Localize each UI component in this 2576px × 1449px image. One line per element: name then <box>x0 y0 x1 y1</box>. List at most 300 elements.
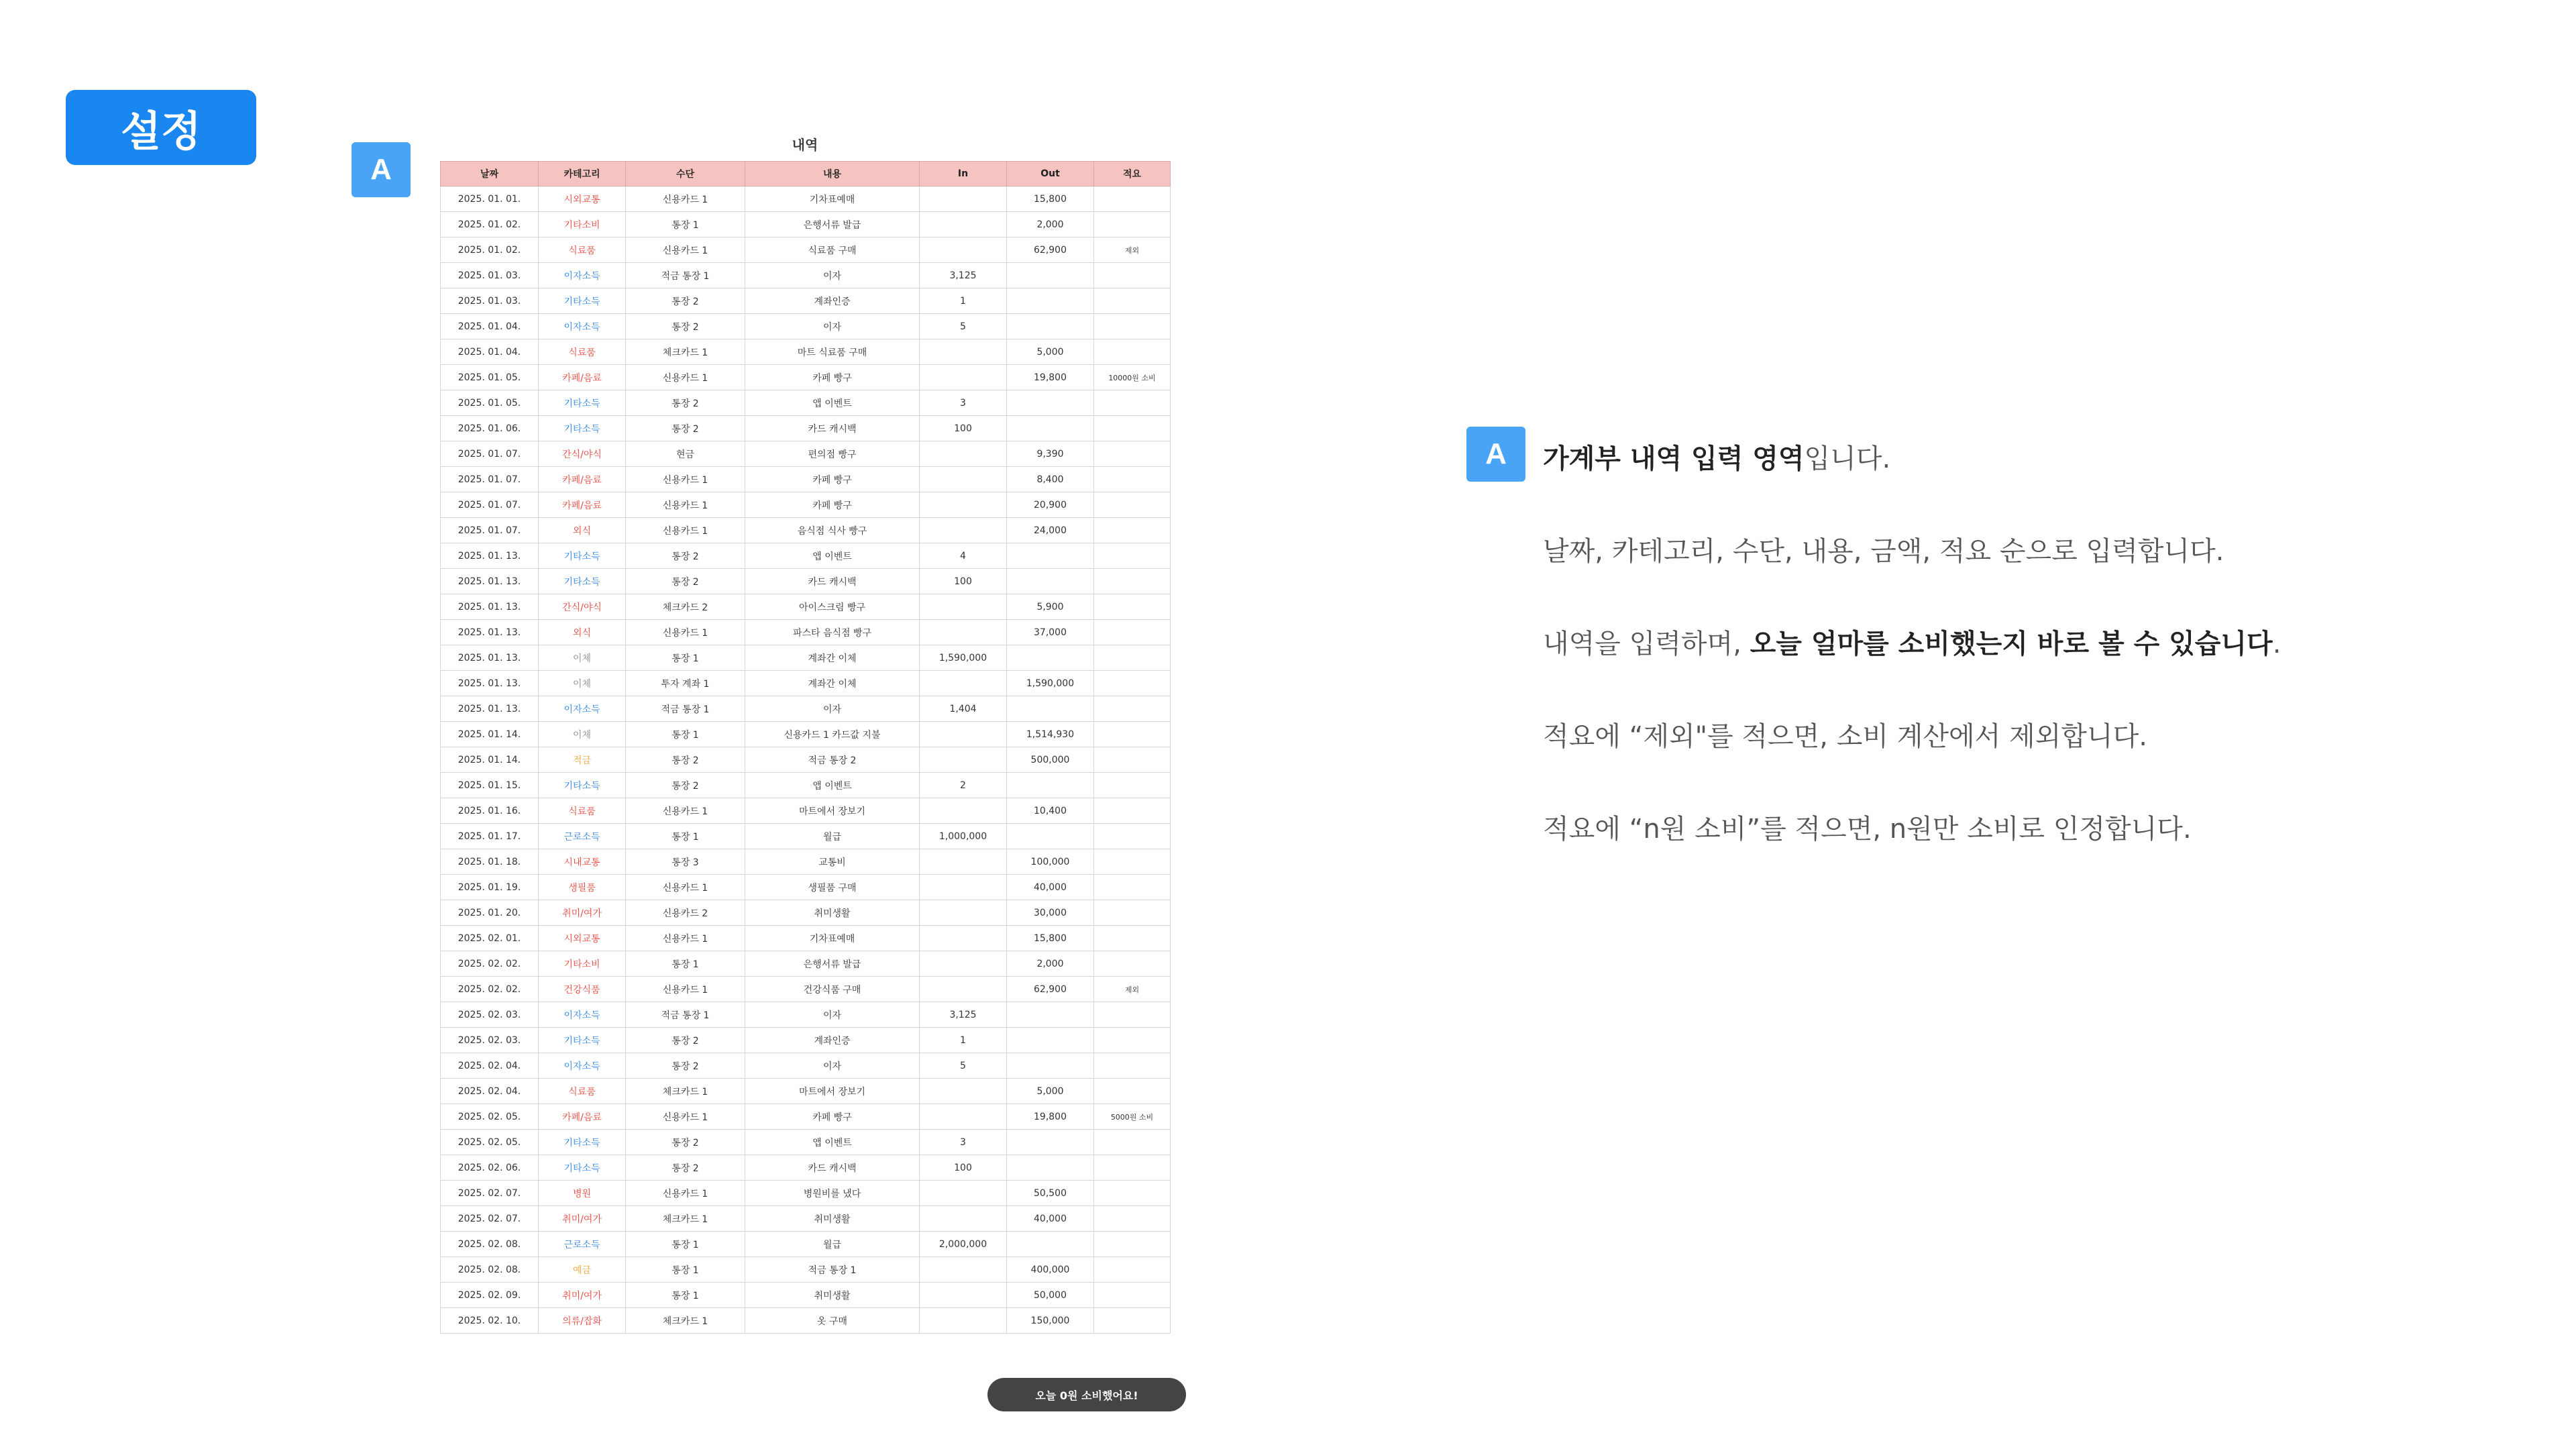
description-line-5: 적요에 “n원 소비”를 적으면, n원만 소비로 인정합니다. <box>1543 814 2192 845</box>
content-cell: 이자 <box>745 263 920 288</box>
table-row <box>441 1283 1171 1308</box>
table-row <box>441 1079 1171 1104</box>
content-cell: 카드 캐시백 <box>745 569 920 594</box>
date-cell: 2025. 02. 03. <box>441 1002 539 1028</box>
in-cell: 4 <box>920 543 1007 569</box>
in-cell <box>920 1308 1007 1334</box>
method-cell: 체크카드 1 <box>626 1206 745 1232</box>
out-cell: 19,800 <box>1007 365 1094 390</box>
in-cell <box>920 1181 1007 1206</box>
memo-cell <box>1094 1232 1171 1257</box>
date-cell: 2025. 01. 13. <box>441 671 539 696</box>
method-cell: 체크카드 1 <box>626 339 745 365</box>
date-cell: 2025. 02. 01. <box>441 926 539 951</box>
memo-cell <box>1094 1308 1171 1334</box>
content-cell: 앱 이벤트 <box>745 773 920 798</box>
content-cell: 이자 <box>745 314 920 339</box>
memo-cell <box>1094 1053 1171 1079</box>
method-cell: 신용카드 1 <box>626 186 745 212</box>
category-cell: 기타소득 <box>539 543 626 569</box>
col-header-category: 카테고리 <box>539 162 626 186</box>
category-cell: 건강식품 <box>539 977 626 1002</box>
table-row <box>441 849 1171 875</box>
date-cell: 2025. 01. 07. <box>441 492 539 518</box>
description-line-1 <box>1543 437 1890 476</box>
category-cell: 시외교통 <box>539 926 626 951</box>
col-header-memo: 적요 <box>1094 162 1171 186</box>
category-cell: 기타소득 <box>539 1155 626 1181</box>
date-cell: 2025. 01. 04. <box>441 339 539 365</box>
out-cell <box>1007 1232 1094 1257</box>
date-cell: 2025. 01. 06. <box>441 416 539 441</box>
table-row <box>441 1308 1171 1334</box>
method-cell: 통장 2 <box>626 747 745 773</box>
memo-cell <box>1094 747 1171 773</box>
content-cell: 기차표예매 <box>745 926 920 951</box>
out-cell: 1,514,930 <box>1007 722 1094 747</box>
method-cell: 신용카드 1 <box>626 365 745 390</box>
memo-cell <box>1094 339 1171 365</box>
method-cell: 통장 2 <box>626 543 745 569</box>
memo-cell <box>1094 1130 1171 1155</box>
in-cell: 100 <box>920 569 1007 594</box>
out-cell <box>1007 569 1094 594</box>
date-cell: 2025. 02. 05. <box>441 1130 539 1155</box>
out-cell: 50,000 <box>1007 1283 1094 1308</box>
out-cell <box>1007 390 1094 416</box>
memo-cell <box>1094 671 1171 696</box>
category-cell: 취미/여가 <box>539 1283 626 1308</box>
category-cell: 기타소득 <box>539 1130 626 1155</box>
content-cell: 식료품 구매 <box>745 237 920 263</box>
table-row <box>441 951 1171 977</box>
method-cell: 신용카드 1 <box>626 926 745 951</box>
col-header-in: In <box>920 162 1007 186</box>
content-cell: 마트에서 장보기 <box>745 798 920 824</box>
in-cell <box>920 620 1007 645</box>
col-header-date: 날짜 <box>441 162 539 186</box>
in-cell: 3 <box>920 390 1007 416</box>
table-row <box>441 186 1171 212</box>
out-cell: 5,000 <box>1007 1079 1094 1104</box>
method-cell: 통장 2 <box>626 1053 745 1079</box>
memo-cell <box>1094 186 1171 212</box>
out-cell: 150,000 <box>1007 1308 1094 1334</box>
content-cell: 취미생활 <box>745 1283 920 1308</box>
content-cell: 카페 빵구 <box>745 1104 920 1130</box>
memo-cell <box>1094 798 1171 824</box>
table-row <box>441 875 1171 900</box>
category-cell: 카페/음료 <box>539 467 626 492</box>
content-cell: 월급 <box>745 824 920 849</box>
method-cell: 통장 2 <box>626 390 745 416</box>
date-cell: 2025. 01. 01. <box>441 186 539 212</box>
out-cell: 5,000 <box>1007 339 1094 365</box>
method-cell: 신용카드 1 <box>626 518 745 543</box>
in-cell <box>920 849 1007 875</box>
out-cell: 10,400 <box>1007 798 1094 824</box>
out-cell <box>1007 824 1094 849</box>
table-row <box>441 1232 1171 1257</box>
date-cell: 2025. 02. 09. <box>441 1283 539 1308</box>
content-cell: 적금 통장 2 <box>745 747 920 773</box>
date-cell: 2025. 02. 03. <box>441 1028 539 1053</box>
memo-cell: 5000원 소비 <box>1094 1104 1171 1130</box>
in-cell: 1 <box>920 288 1007 314</box>
table-row <box>441 365 1171 390</box>
method-cell: 통장 1 <box>626 1257 745 1283</box>
memo-cell <box>1094 1257 1171 1283</box>
category-cell: 이자소득 <box>539 314 626 339</box>
out-cell: 30,000 <box>1007 900 1094 926</box>
table-row <box>441 390 1171 416</box>
description-line-2: 날짜, 카테고리, 수단, 내용, 금액, 적요 순으로 입력합니다. <box>1543 536 2224 567</box>
method-cell: 신용카드 1 <box>626 1104 745 1130</box>
category-cell: 기타소득 <box>539 390 626 416</box>
content-cell: 교통비 <box>745 849 920 875</box>
content-cell: 카드 캐시백 <box>745 416 920 441</box>
out-cell: 5,900 <box>1007 594 1094 620</box>
method-cell: 신용카드 2 <box>626 900 745 926</box>
method-cell: 적금 통장 1 <box>626 696 745 722</box>
section-marker-a: A <box>352 142 411 197</box>
in-cell <box>920 875 1007 900</box>
category-cell: 식료품 <box>539 798 626 824</box>
memo-cell <box>1094 543 1171 569</box>
in-cell: 3,125 <box>920 263 1007 288</box>
category-cell: 카페/음료 <box>539 365 626 390</box>
memo-cell: 10000원 소비 <box>1094 365 1171 390</box>
content-cell: 앱 이벤트 <box>745 390 920 416</box>
date-cell: 2025. 01. 02. <box>441 237 539 263</box>
content-cell: 계좌인증 <box>745 288 920 314</box>
table-row <box>441 492 1171 518</box>
in-cell: 100 <box>920 1155 1007 1181</box>
table-row <box>441 1028 1171 1053</box>
table-row <box>441 1155 1171 1181</box>
content-cell: 파스타 음식점 빵구 <box>745 620 920 645</box>
out-cell <box>1007 1002 1094 1028</box>
category-cell: 카페/음료 <box>539 1104 626 1130</box>
col-header-out: Out <box>1007 162 1094 186</box>
category-cell: 식료품 <box>539 1079 626 1104</box>
in-cell <box>920 212 1007 237</box>
memo-cell <box>1094 390 1171 416</box>
category-cell: 기타소득 <box>539 1028 626 1053</box>
out-cell <box>1007 263 1094 288</box>
table-row <box>441 314 1171 339</box>
content-cell: 은행서류 발급 <box>745 212 920 237</box>
date-cell: 2025. 01. 13. <box>441 594 539 620</box>
method-cell: 통장 1 <box>626 951 745 977</box>
date-cell: 2025. 01. 13. <box>441 620 539 645</box>
memo-cell: 제외 <box>1094 237 1171 263</box>
out-cell: 19,800 <box>1007 1104 1094 1130</box>
content-cell: 건강식품 구매 <box>745 977 920 1002</box>
method-cell: 통장 1 <box>626 1232 745 1257</box>
in-cell <box>920 722 1007 747</box>
in-cell <box>920 900 1007 926</box>
in-cell <box>920 339 1007 365</box>
content-cell: 옷 구매 <box>745 1308 920 1334</box>
date-cell: 2025. 01. 07. <box>441 518 539 543</box>
out-cell: 50,500 <box>1007 1181 1094 1206</box>
content-cell: 마트에서 장보기 <box>745 1079 920 1104</box>
table-row <box>441 441 1171 467</box>
in-cell: 2,000,000 <box>920 1232 1007 1257</box>
category-cell: 예금 <box>539 1257 626 1283</box>
content-cell: 이자 <box>745 1002 920 1028</box>
table-row <box>441 1181 1171 1206</box>
in-cell: 3 <box>920 1130 1007 1155</box>
out-cell: 100,000 <box>1007 849 1094 875</box>
method-cell: 체크카드 1 <box>626 1079 745 1104</box>
memo-cell <box>1094 314 1171 339</box>
table-row <box>441 1053 1171 1079</box>
description-line-3 <box>1543 623 2281 661</box>
page-title-badge: 설정 <box>66 90 256 165</box>
memo-cell <box>1094 1283 1171 1308</box>
memo-cell <box>1094 594 1171 620</box>
memo-cell <box>1094 212 1171 237</box>
date-cell: 2025. 02. 08. <box>441 1257 539 1283</box>
category-cell: 이자소득 <box>539 263 626 288</box>
content-cell: 월급 <box>745 1232 920 1257</box>
out-cell: 37,000 <box>1007 620 1094 645</box>
date-cell: 2025. 01. 19. <box>441 875 539 900</box>
date-cell: 2025. 01. 16. <box>441 798 539 824</box>
date-cell: 2025. 01. 15. <box>441 773 539 798</box>
category-cell: 적금 <box>539 747 626 773</box>
method-cell: 통장 2 <box>626 569 745 594</box>
table-row <box>441 1002 1171 1028</box>
date-cell: 2025. 01. 13. <box>441 696 539 722</box>
in-cell: 5 <box>920 1053 1007 1079</box>
description-highlight: 오늘 얼마를 소비했는지 바로 볼 수 있습니다 <box>1750 629 2273 659</box>
category-cell: 근로소득 <box>539 1232 626 1257</box>
content-cell: 취미생활 <box>745 1206 920 1232</box>
memo-cell <box>1094 645 1171 671</box>
table-row <box>441 1257 1171 1283</box>
date-cell: 2025. 02. 07. <box>441 1181 539 1206</box>
content-cell: 취미생활 <box>745 900 920 926</box>
table-row <box>441 237 1171 263</box>
date-cell: 2025. 02. 05. <box>441 1104 539 1130</box>
table-row <box>441 824 1171 849</box>
in-cell: 1,000,000 <box>920 824 1007 849</box>
in-cell <box>920 186 1007 212</box>
date-cell: 2025. 01. 17. <box>441 824 539 849</box>
ledger-body <box>441 186 1171 1334</box>
content-cell: 카페 빵구 <box>745 467 920 492</box>
out-cell <box>1007 288 1094 314</box>
category-cell: 기타소비 <box>539 212 626 237</box>
date-cell: 2025. 01. 07. <box>441 441 539 467</box>
method-cell: 신용카드 1 <box>626 237 745 263</box>
method-cell: 통장 2 <box>626 773 745 798</box>
in-cell: 100 <box>920 416 1007 441</box>
method-cell: 신용카드 1 <box>626 620 745 645</box>
content-cell: 카페 빵구 <box>745 492 920 518</box>
memo-cell <box>1094 824 1171 849</box>
category-cell: 간식/야식 <box>539 594 626 620</box>
content-cell: 병원비를 냈다 <box>745 1181 920 1206</box>
date-cell: 2025. 01. 13. <box>441 543 539 569</box>
date-cell: 2025. 02. 04. <box>441 1053 539 1079</box>
memo-cell <box>1094 1206 1171 1232</box>
method-cell: 신용카드 1 <box>626 492 745 518</box>
category-cell: 외식 <box>539 518 626 543</box>
method-cell: 적금 통장 1 <box>626 1002 745 1028</box>
method-cell: 통장 1 <box>626 212 745 237</box>
date-cell: 2025. 01. 14. <box>441 747 539 773</box>
out-cell: 2,000 <box>1007 951 1094 977</box>
out-cell <box>1007 314 1094 339</box>
category-cell: 취미/여가 <box>539 900 626 926</box>
in-cell <box>920 1257 1007 1283</box>
date-cell: 2025. 01. 07. <box>441 467 539 492</box>
memo-cell <box>1094 1028 1171 1053</box>
out-cell: 20,900 <box>1007 492 1094 518</box>
category-cell: 식료품 <box>539 237 626 263</box>
memo-cell <box>1094 1181 1171 1206</box>
category-cell: 카페/음료 <box>539 492 626 518</box>
content-cell: 기차표예매 <box>745 186 920 212</box>
memo-cell <box>1094 1155 1171 1181</box>
memo-cell <box>1094 441 1171 467</box>
category-cell: 기타소득 <box>539 569 626 594</box>
date-cell: 2025. 02. 07. <box>441 1206 539 1232</box>
in-cell <box>920 798 1007 824</box>
memo-cell <box>1094 951 1171 977</box>
in-cell <box>920 671 1007 696</box>
date-cell: 2025. 02. 02. <box>441 951 539 977</box>
date-cell: 2025. 02. 06. <box>441 1155 539 1181</box>
memo-cell <box>1094 875 1171 900</box>
out-cell: 2,000 <box>1007 212 1094 237</box>
category-cell: 생필품 <box>539 875 626 900</box>
out-cell <box>1007 696 1094 722</box>
memo-cell <box>1094 569 1171 594</box>
content-cell: 아이스크림 빵구 <box>745 594 920 620</box>
category-cell: 이자소득 <box>539 1053 626 1079</box>
content-cell: 생필품 구매 <box>745 875 920 900</box>
table-row <box>441 1206 1171 1232</box>
out-cell: 40,000 <box>1007 875 1094 900</box>
method-cell: 통장 1 <box>626 824 745 849</box>
content-cell: 계좌간 이체 <box>745 671 920 696</box>
in-cell <box>920 492 1007 518</box>
method-cell: 통장 2 <box>626 1130 745 1155</box>
in-cell <box>920 951 1007 977</box>
in-cell: 5 <box>920 314 1007 339</box>
today-spending-toast: 오늘 0원 소비했어요! <box>987 1378 1186 1411</box>
description-text: 내역을 입력하며, <box>1543 629 1750 659</box>
in-cell <box>920 518 1007 543</box>
method-cell: 신용카드 1 <box>626 875 745 900</box>
date-cell: 2025. 01. 13. <box>441 569 539 594</box>
content-cell: 카드 캐시백 <box>745 1155 920 1181</box>
memo-cell <box>1094 416 1171 441</box>
out-cell: 24,000 <box>1007 518 1094 543</box>
date-cell: 2025. 01. 14. <box>441 722 539 747</box>
memo-cell <box>1094 696 1171 722</box>
table-row <box>441 339 1171 365</box>
table-row <box>441 926 1171 951</box>
category-cell: 이체 <box>539 645 626 671</box>
method-cell: 체크카드 2 <box>626 594 745 620</box>
memo-cell <box>1094 900 1171 926</box>
content-cell: 신용카드 1 카드값 지불 <box>745 722 920 747</box>
table-row <box>441 977 1171 1002</box>
content-cell: 계좌간 이체 <box>745 645 920 671</box>
method-cell: 통장 3 <box>626 849 745 875</box>
out-cell: 15,800 <box>1007 186 1094 212</box>
date-cell: 2025. 01. 02. <box>441 212 539 237</box>
date-cell: 2025. 01. 04. <box>441 314 539 339</box>
in-cell <box>920 1104 1007 1130</box>
category-cell: 이체 <box>539 722 626 747</box>
content-cell: 이자 <box>745 696 920 722</box>
memo-cell: 제외 <box>1094 977 1171 1002</box>
content-cell: 앱 이벤트 <box>745 1130 920 1155</box>
date-cell: 2025. 01. 03. <box>441 288 539 314</box>
method-cell: 신용카드 1 <box>626 977 745 1002</box>
date-cell: 2025. 01. 03. <box>441 263 539 288</box>
in-cell <box>920 1206 1007 1232</box>
category-cell: 외식 <box>539 620 626 645</box>
table-row <box>441 1104 1171 1130</box>
out-cell: 500,000 <box>1007 747 1094 773</box>
content-cell: 계좌인증 <box>745 1028 920 1053</box>
table-row <box>441 798 1171 824</box>
date-cell: 2025. 02. 10. <box>441 1308 539 1334</box>
content-cell: 적금 통장 1 <box>745 1257 920 1283</box>
table-row <box>441 900 1171 926</box>
table-row <box>441 416 1171 441</box>
method-cell: 적금 통장 1 <box>626 263 745 288</box>
date-cell: 2025. 02. 08. <box>441 1232 539 1257</box>
category-cell: 근로소득 <box>539 824 626 849</box>
in-cell <box>920 365 1007 390</box>
col-header-content: 내용 <box>745 162 920 186</box>
out-cell <box>1007 1130 1094 1155</box>
date-cell: 2025. 02. 02. <box>441 977 539 1002</box>
memo-cell <box>1094 620 1171 645</box>
method-cell: 신용카드 1 <box>626 798 745 824</box>
category-cell: 간식/야식 <box>539 441 626 467</box>
table-row <box>441 569 1171 594</box>
description-line-4: 적요에 “제외"를 적으면, 소비 계산에서 제외합니다. <box>1543 721 2147 752</box>
out-cell <box>1007 1053 1094 1079</box>
memo-cell <box>1094 1002 1171 1028</box>
method-cell: 통장 2 <box>626 1028 745 1053</box>
method-cell: 통장 2 <box>626 288 745 314</box>
memo-cell <box>1094 722 1171 747</box>
table-row <box>441 518 1171 543</box>
in-cell <box>920 1079 1007 1104</box>
method-cell: 신용카드 1 <box>626 467 745 492</box>
out-cell <box>1007 645 1094 671</box>
description-marker-a: A <box>1466 427 1525 482</box>
content-cell: 편의점 빵구 <box>745 441 920 467</box>
out-cell <box>1007 1028 1094 1053</box>
table-row <box>441 288 1171 314</box>
in-cell: 1,404 <box>920 696 1007 722</box>
ledger-table <box>440 161 1171 1334</box>
description-text: . <box>2272 629 2282 659</box>
table-row <box>441 671 1171 696</box>
